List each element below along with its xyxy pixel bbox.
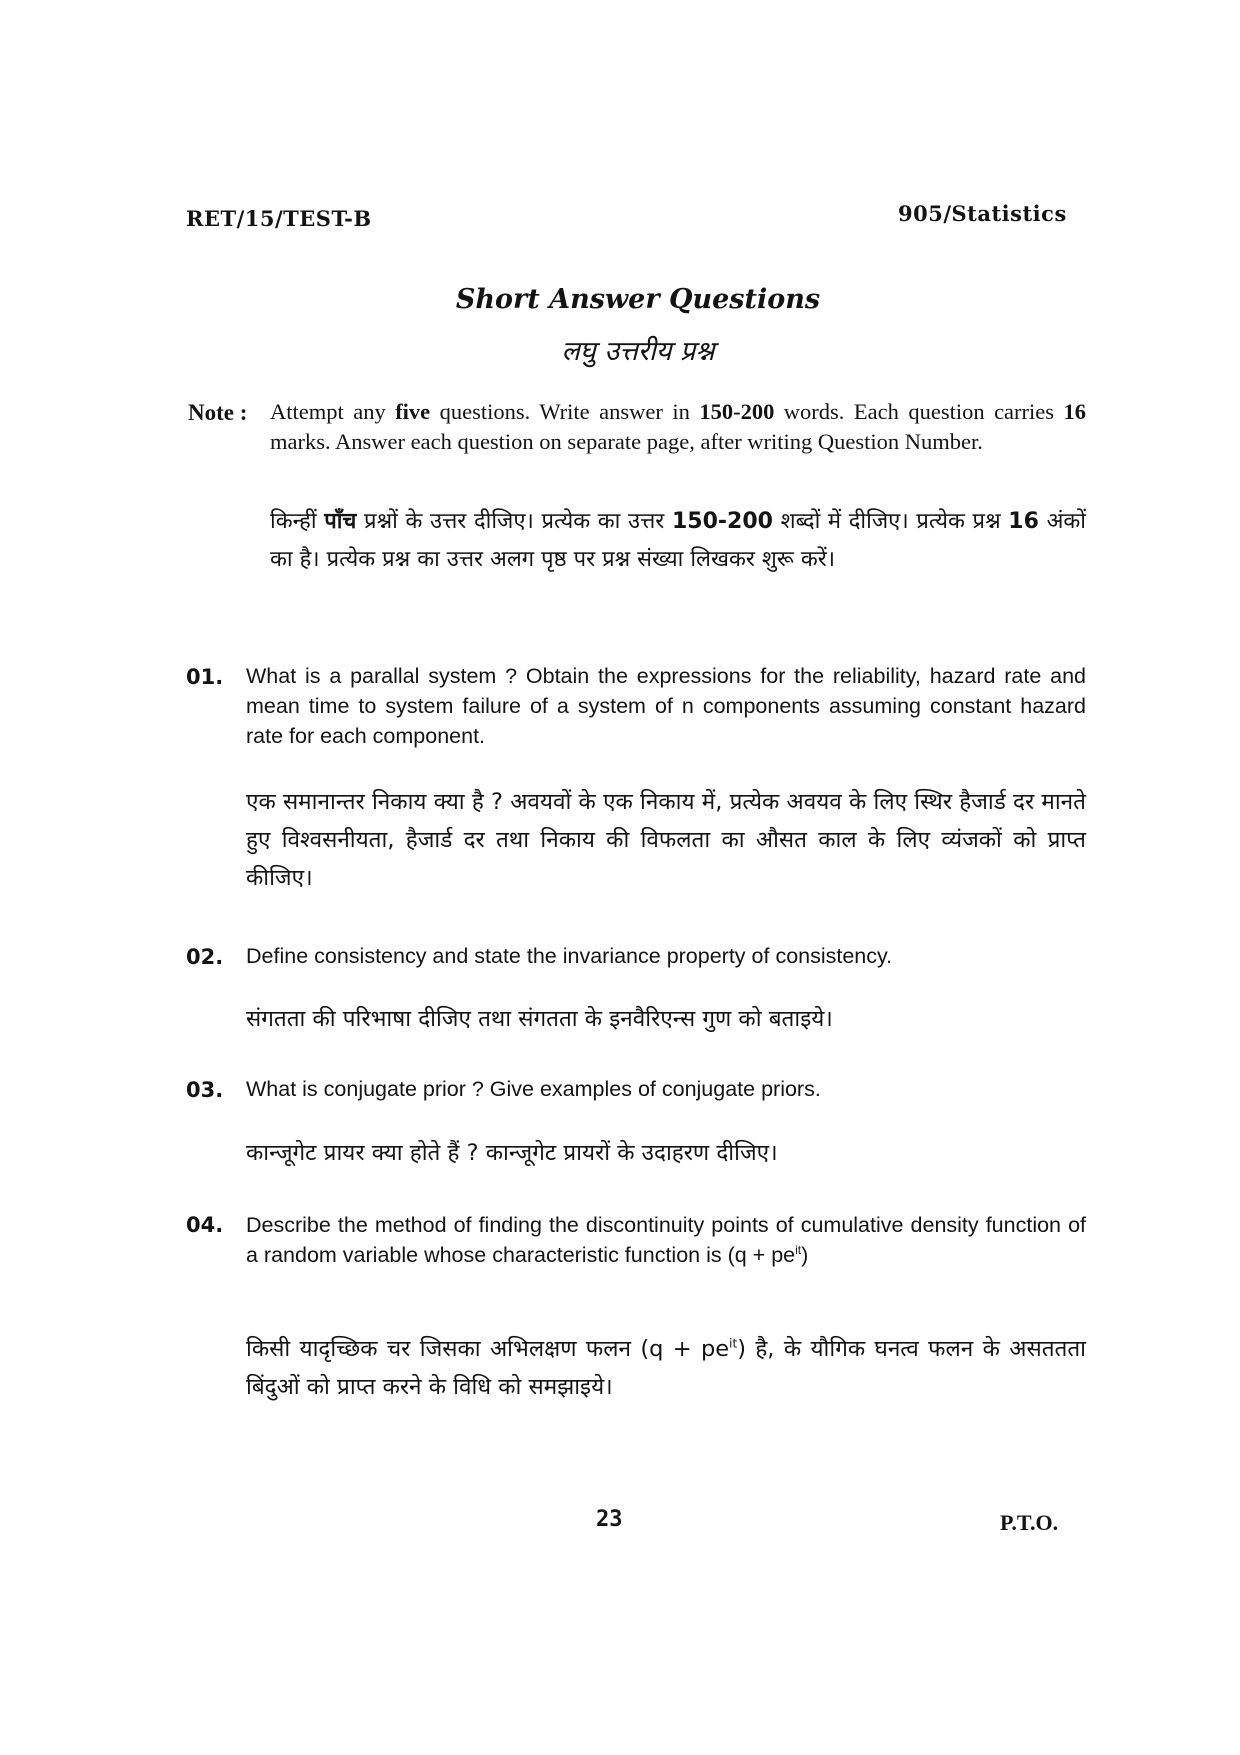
question-en-text: Describe the method of finding the discontinuity points of cumulative density function of a random variable whose characteristic function is (q + pe	[246, 1213, 1086, 1267]
note-label: Note :	[188, 400, 248, 425]
note-en-bold: 150-200	[699, 399, 775, 424]
note-en-text: marks. Answer each question on separate page, after writing Question Number.	[270, 429, 983, 454]
question-english	[246, 1210, 1086, 1270]
note-en-text: questions. Write answer in	[430, 399, 700, 424]
note-hi-text: अंकों का है। प्रत्येक प्रश्न का उत्तर अलग पृष्ठ पर प्रश्न संख्या लिखकर शुरू करें।	[270, 509, 1086, 572]
subject-code: 905/Statistics	[898, 201, 1067, 226]
question-number: 03.	[186, 1078, 224, 1102]
question-hi-text: ) है, के यौगिक घनत्व फलन के असततता बिंदुओं को प्राप्त करने के विधि को समझाइये।	[246, 1336, 1086, 1400]
question-english: Define consistency and state the invariance property of consistency.	[246, 944, 893, 968]
note-hi-bold: 150-200	[671, 509, 773, 534]
note-english	[270, 397, 1086, 457]
note-en-bold: five	[395, 399, 431, 424]
section-title-english: Short Answer Questions	[455, 284, 821, 315]
pto-label: P.T.O.	[1000, 1510, 1059, 1535]
note-hi-bold: पाँच	[324, 509, 357, 534]
page-number: 23	[596, 1507, 623, 1532]
question-en-text: )	[801, 1243, 809, 1267]
question-hi-text: किसी यादृच्छिक चर जिसका अभिलक्षण फलन (q + pe	[246, 1336, 730, 1362]
superscript: it	[795, 1242, 802, 1257]
question-number: 02.	[186, 945, 224, 969]
question-hindi: संगतता की परिभाषा दीजिए तथा संगतता के इनवैरिएन्स गुण को बताइये।	[246, 1006, 833, 1032]
note-en-text: words. Each question carries	[774, 399, 1064, 424]
question-number: 01.	[186, 665, 224, 689]
question-number: 04.	[186, 1213, 224, 1237]
note-hi-text: प्रश्नों के उत्तर दीजिए। प्रत्येक का उत्तर	[356, 509, 672, 534]
question-hindi	[246, 1330, 1086, 1406]
note-hindi	[270, 503, 1086, 579]
paper-code: RET/15/TEST-B	[186, 206, 372, 231]
note-en-bold: 16	[1063, 399, 1086, 424]
section-title-hindi: लघु उत्तरीय प्रश्न	[561, 336, 715, 367]
question-hindi: कान्जूगेट प्रायर क्या होते हैं ? कान्जूगेट प्रायरों के उदाहरण दीजिए।	[246, 1140, 778, 1166]
note-en-text: Attempt any	[270, 399, 396, 424]
question-english: What is conjugate prior ? Give examples of conjugate priors.	[246, 1077, 821, 1101]
question-english: What is a parallal system ? Obtain the expressions for the reliability, hazard rate and mean time to system failure of a system of n components assuming constant hazard rate for each component.	[246, 664, 1086, 748]
superscript: it	[729, 1336, 738, 1351]
note-hi-text: शब्दों में दीजिए। प्रत्येक प्रश्न	[772, 509, 1009, 534]
note-hi-bold: 16	[1008, 509, 1039, 534]
question-hindi: एक समानान्तर निकाय क्या है ? अवयवों के एक निकाय में, प्रत्येक अवयव के लिए स्थिर हैजार्ड दर मानते हुए विश्वसनीयता, हैजार्ड दर तथा निकाय की विफलता का औसत काल के लिए व्यंजकों को प्राप्त कीजिए।	[246, 789, 1086, 891]
note-hi-text: किन्हीं	[270, 509, 325, 534]
